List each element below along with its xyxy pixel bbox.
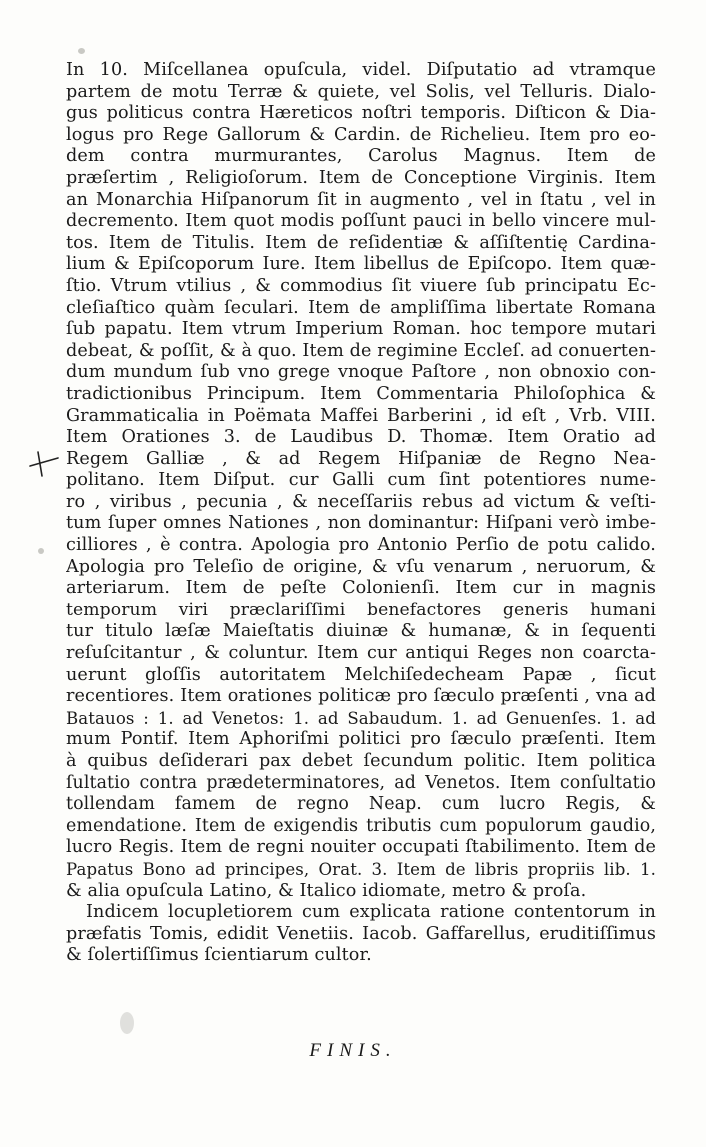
text-line: mum Pontif. Item Aphoriſmi politici pro ſæculo præſenti. Item — [66, 729, 656, 750]
text-line: præfatis Tomis, edidit Venetiis. Iacob. Gaffarellus, eruditiſſimus — [66, 923, 656, 944]
text-line: ſtio. Vtrum vtilius , & commodius ſit viuere ſub principatu Ec- — [66, 275, 656, 296]
text-line: lucro Regis. Item de regni nouiter occupati ſtabilimento. Item de — [66, 837, 656, 858]
text-line: debeat, & poſſit, & à quo. Item de regimine Eccleſ. ad conuerten- — [66, 340, 656, 361]
text-line: politano. Item Diſput. cur Galli cum ſint potentiores nume- — [66, 470, 656, 491]
text-line: Regem Galliæ , & ad Regem Hiſpaniæ de Regno Nea- — [66, 448, 656, 469]
finis-heading: FINIS. — [309, 1040, 397, 1061]
text-line: tur titulo læſæ Maieſtatis diuinæ & humanæ, & in ſequenti — [66, 621, 656, 642]
body-text — [66, 60, 656, 967]
text-line: & ſolertiſſimus ſcientiarum cultor. — [66, 945, 372, 966]
paper-speck — [78, 48, 85, 54]
text-line: Grammaticalia in Poëmata Maffei Barberini , id eſt , Vrb. VIII. — [66, 405, 656, 426]
text-line: ſultatio contra prædeterminatores, ad Venetos. Item conſultatio — [66, 772, 656, 793]
margin-mark-icon — [24, 450, 60, 478]
text-line: partem de motu Terræ & quiete, vel Solis, vel Telluris. Dialo- — [66, 81, 656, 102]
text-line: gus politicus contra Hæreticos noſtri temporis. Diſticon & Dia- — [66, 103, 656, 124]
text-line: dem contra murmurantes, Carolus Magnus. Item de — [66, 146, 656, 167]
text-line: à quibus deſiderari pax debet ſecundum politic. Item politica — [66, 751, 656, 771]
text-line: Apologia pro Teleſio de origine, & vſu venarum , neruorum, & — [66, 556, 656, 577]
text-line: logus pro Rege Gallorum & Cardin. de Richelieu. Item pro eo- — [66, 124, 656, 145]
text-line: tum ſuper omnes Nationes , non dominantur: Hiſpani verò imbe- — [66, 513, 656, 534]
paper-speck — [38, 548, 44, 554]
text-line: recentiores. Item orationes politicæ pro ſæculo præſenti , vna ad — [66, 686, 656, 707]
text-line: Papatus Bono ad principes, Orat. 3. Item de libris propriis lib. 1. — [66, 859, 656, 879]
text-line: emendatione. Item de exigendis tributis cum populorum gaudio, — [66, 815, 656, 836]
text-line: Item Orationes 3. de Laudibus D. Thomæ. Item Oratio ad — [66, 427, 656, 448]
text-line: Batauos : 1. ad Venetos: 1. ad Sabaudum. 1. ad Genuenſes. 1. ad — [66, 708, 656, 728]
text-line: tradictionibus Principum. Item Commentaria Philoſophica & — [66, 383, 656, 404]
text-line: dum mundum ſub vno grege vnoque Paſtore , non obnoxio con- — [66, 362, 656, 383]
text-line: temporum viri præclariſſimi benefactores generis humani — [66, 599, 656, 620]
text-line: præſertim , Religioſorum. Item de Conceptione Virginis. Item — [66, 167, 656, 188]
text-line: & alia opuſcula Latino, & Italico idiomate, metro & proſa. — [66, 880, 587, 901]
text-line: Indicem locupletiorem cum explicata ratione contentorum in — [86, 902, 656, 923]
text-line: tollendam famem de regno Neap. cum lucro Regis, & — [66, 794, 656, 815]
text-line: cilliores , è contra. Apologia pro Antonio Perſio de potu calido. — [66, 535, 656, 556]
text-line: decremento. Item quot modis poſſunt pauci in bello vincere mul- — [66, 211, 656, 232]
paper-speck — [120, 1012, 134, 1034]
text-line: uerunt gloſſis autoritatem Melchiſedecheam Papæ , ſicut — [66, 664, 656, 685]
text-line: tos. Item de Titulis. Item de reſidentiæ & aſſiſtentię Cardina- — [66, 232, 656, 253]
text-line: an Monarchia Hiſpanorum ſit in augmento , vel in ſtatu , vel in — [66, 189, 656, 210]
text-line: arteriarum. Item de peſte Colonienſi. Item cur in magnis — [66, 578, 656, 599]
text-line: In 10. Miſcellanea opuſcula, videl. Diſputatio ad vtramque — [66, 60, 656, 80]
text-line: cleſiaſtico quàm ſeculari. Item de ampliſſima libertate Romana — [66, 297, 656, 318]
text-line: ſub papatu. Item vtrum Imperium Roman. hoc tempore mutari — [66, 319, 656, 340]
text-line: ro , viribus , pecunia , & neceſſariis rebus ad victum & veſti- — [66, 491, 656, 512]
text-line: lium & Epiſcoporum Iure. Item libellus de Epiſcopo. Item quæ- — [66, 254, 656, 275]
text-line: reſuſcitantur , & coluntur. Item cur antiqui Reges non coarcta- — [66, 643, 656, 664]
